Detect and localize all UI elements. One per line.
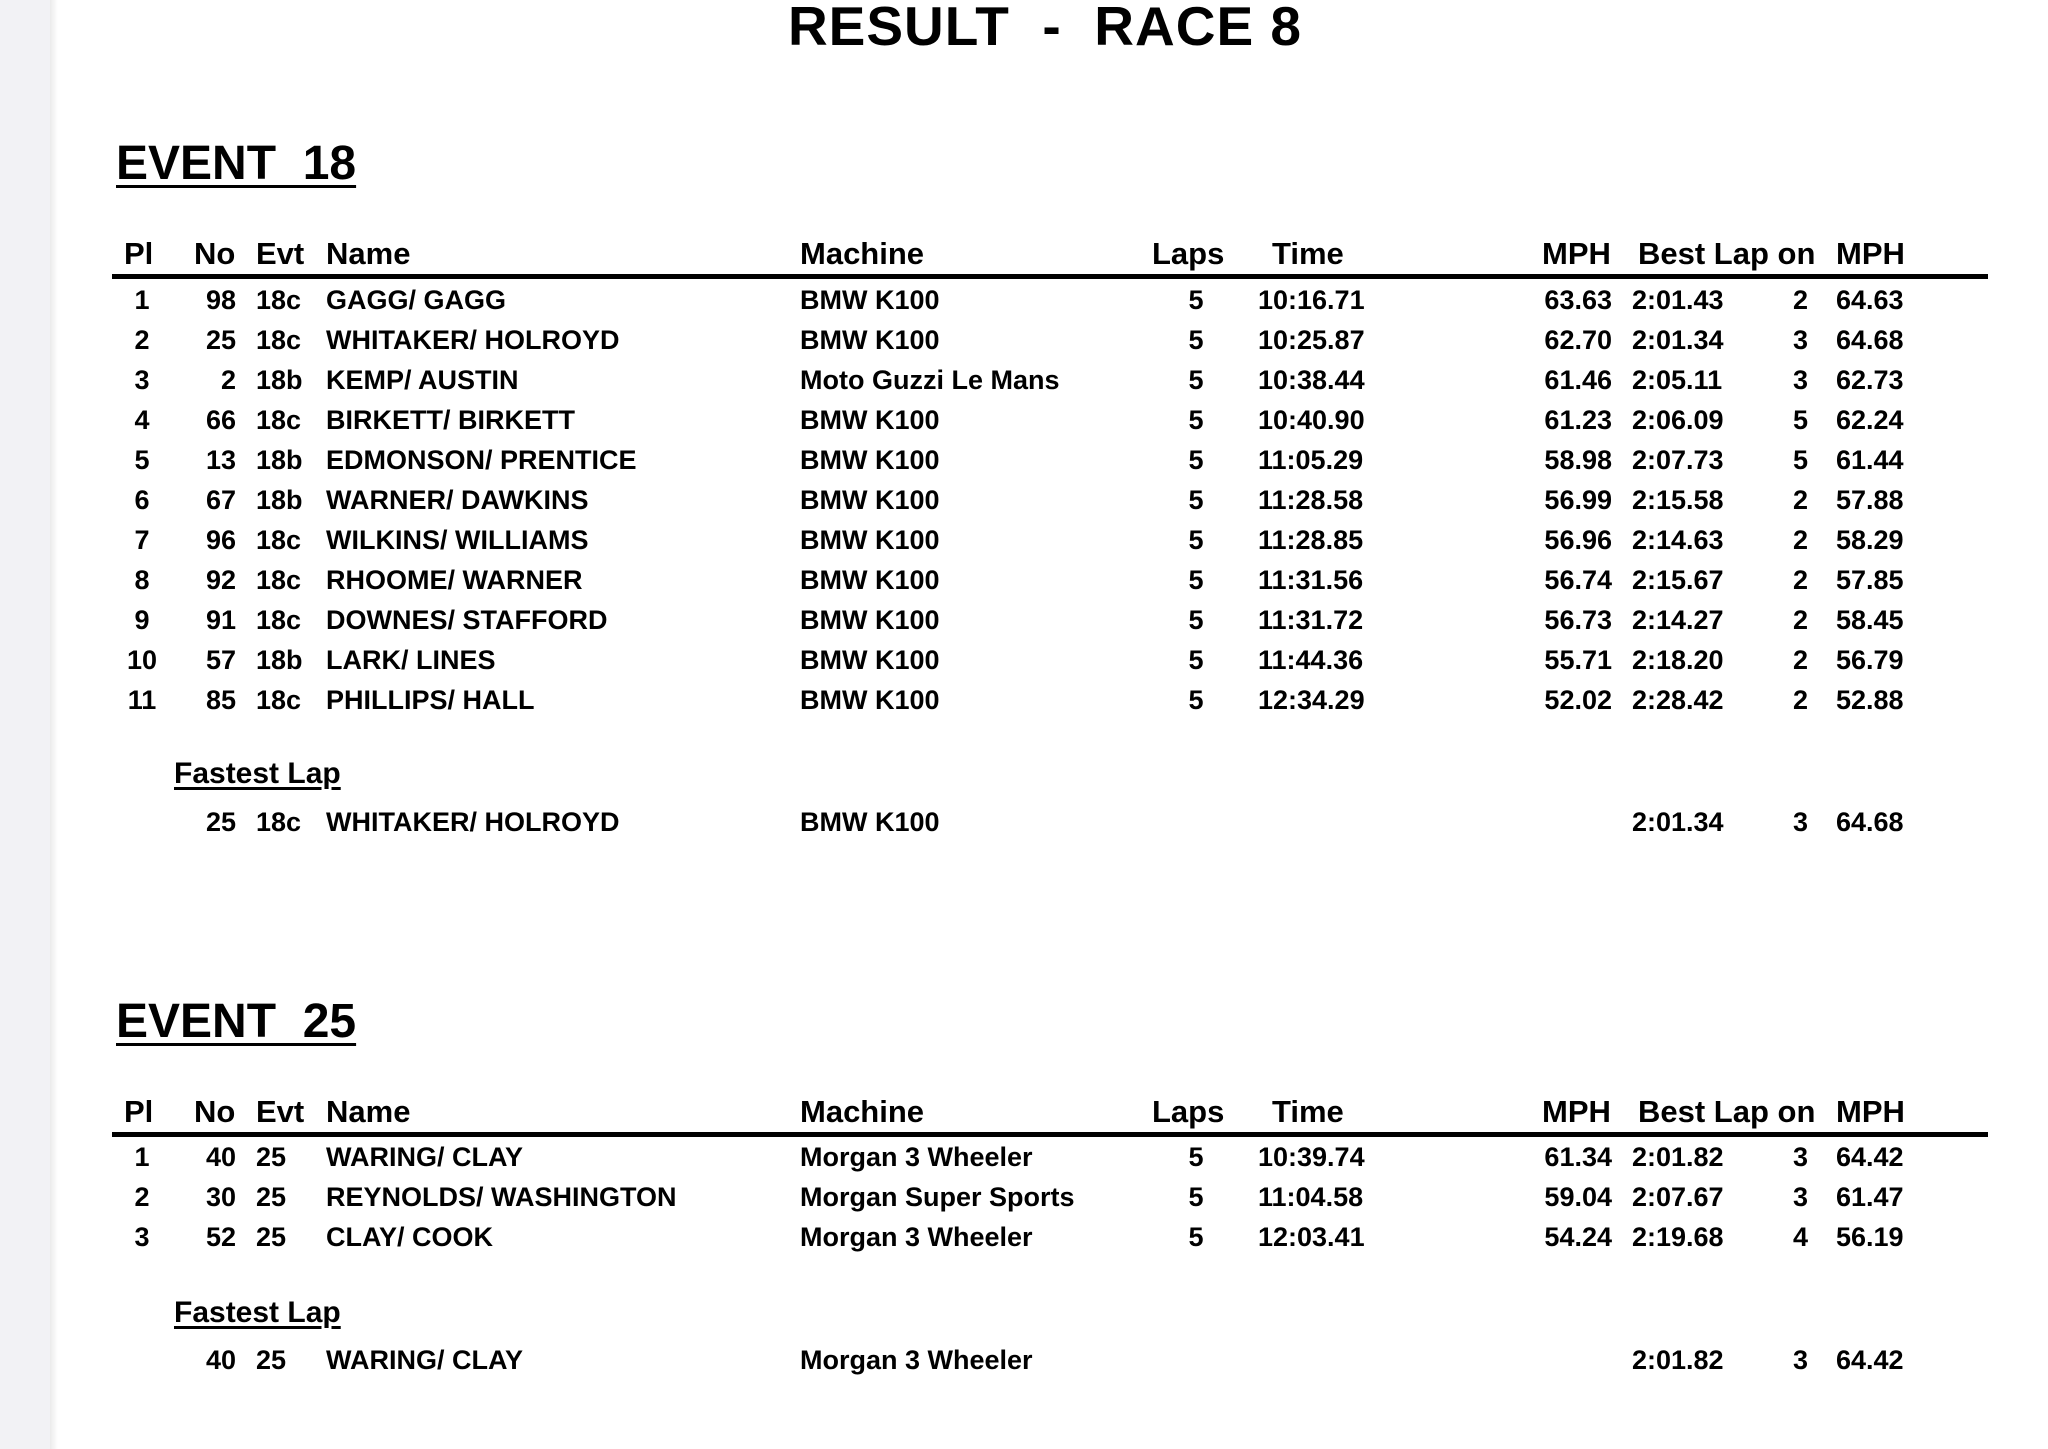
cell-mph: 61.23 [1544, 405, 1612, 435]
cell-mph: 61.46 [1544, 365, 1612, 395]
column-header-time: Time [1272, 236, 1344, 271]
cell-evt: 18c [256, 605, 302, 635]
cell-best-mph: 64.42 [1836, 1345, 1904, 1375]
header-rule [112, 274, 1988, 279]
cell-machine: BMW K100 [800, 565, 940, 595]
cell-no: 30 [205, 1182, 236, 1212]
cell-on: 3 [1792, 1182, 1808, 1212]
cell-on: 4 [1792, 1222, 1808, 1252]
cell-no: 13 [205, 445, 236, 475]
cell-laps: 5 [1188, 365, 1204, 395]
cell-time: 11:28.58 [1258, 485, 1364, 515]
cell-laps: 5 [1188, 685, 1204, 715]
cell-no: 52 [205, 1222, 236, 1252]
cell-pl: 1 [134, 285, 150, 315]
cell-time: 11:31.56 [1258, 565, 1364, 595]
column-header-best-lap-on: Best Lap on [1638, 236, 1816, 271]
cell-time: 11:05.29 [1258, 445, 1364, 475]
cell-time: 11:28.85 [1258, 525, 1364, 555]
cell-name: LARK/ LINES [326, 645, 496, 675]
cell-mph: 58.98 [1544, 445, 1612, 475]
cell-no: 98 [205, 285, 236, 315]
cell-evt: 18c [256, 525, 302, 555]
cell-best-lap: 2:01.82 [1632, 1142, 1724, 1172]
cell-laps: 5 [1188, 645, 1204, 675]
cell-evt: 18c [256, 565, 302, 595]
table-row [0, 400, 2048, 440]
cell-best-lap: 2:01.43 [1632, 285, 1724, 315]
cell-machine: BMW K100 [800, 685, 940, 715]
cell-best-mph: 57.88 [1836, 485, 1904, 515]
cell-on: 3 [1792, 365, 1808, 395]
column-header-no: No [194, 1094, 236, 1129]
column-header-mph: MPH [1542, 1094, 1611, 1129]
cell-pl: 4 [134, 405, 150, 435]
cell-time: 10:39.74 [1258, 1142, 1365, 1172]
cell-name: WILKINS/ WILLIAMS [326, 525, 589, 555]
column-header-evt: Evt [256, 1094, 305, 1129]
cell-best-mph: 61.47 [1836, 1182, 1904, 1212]
cell-name: WHITAKER/ HOLROYD [326, 325, 620, 355]
cell-best-mph: 61.44 [1836, 445, 1904, 475]
column-header-best-mph: MPH [1836, 236, 1905, 271]
cell-best-mph: 62.24 [1836, 405, 1904, 435]
cell-evt: 25 [256, 1182, 287, 1212]
cell-no: 96 [205, 525, 236, 555]
cell-no: 67 [205, 485, 236, 515]
cell-pl: 2 [134, 1182, 150, 1212]
table-row [0, 280, 2048, 320]
table-row [0, 440, 2048, 480]
event-title: EVENT 18 [116, 137, 357, 190]
cell-name: WARING/ CLAY [326, 1345, 524, 1375]
cell-evt: 18c [256, 325, 302, 355]
cell-best-mph: 64.68 [1836, 807, 1904, 837]
column-header-machine: Machine [800, 1094, 925, 1129]
column-header-no: No [194, 236, 236, 271]
cell-best-lap: 2:18.20 [1632, 645, 1724, 675]
cell-time: 10:16.71 [1258, 285, 1365, 315]
cell-best-lap: 2:15.58 [1632, 485, 1724, 515]
column-header-machine: Machine [800, 236, 925, 271]
cell-evt: 18c [256, 285, 302, 315]
cell-laps: 5 [1188, 485, 1204, 515]
cell-mph: 54.24 [1544, 1222, 1612, 1252]
cell-pl: 3 [134, 1222, 150, 1252]
cell-mph: 59.04 [1544, 1182, 1612, 1212]
cell-on: 2 [1792, 525, 1808, 555]
fastest-lap-title: Fastest Lap [174, 757, 341, 790]
cell-no: 25 [205, 807, 236, 837]
column-header-name: Name [326, 236, 411, 271]
cell-mph: 56.73 [1544, 605, 1612, 635]
cell-best-lap: 2:14.63 [1632, 525, 1724, 555]
cell-best-lap: 2:19.68 [1632, 1222, 1724, 1252]
cell-machine: Morgan 3 Wheeler [800, 1142, 1033, 1172]
page-title: RESULT - RACE 8 [787, 0, 1303, 57]
cell-best-mph: 56.79 [1836, 645, 1904, 675]
cell-time: 12:03.41 [1258, 1222, 1365, 1252]
cell-no: 85 [205, 685, 236, 715]
cell-pl: 5 [134, 445, 150, 475]
cell-machine: BMW K100 [800, 285, 940, 315]
cell-pl: 3 [134, 365, 150, 395]
cell-evt: 18b [256, 365, 303, 395]
cell-on: 2 [1792, 485, 1808, 515]
cell-name: GAGG/ GAGG [326, 285, 507, 315]
cell-no: 25 [205, 325, 236, 355]
cell-no: 91 [205, 605, 236, 635]
cell-name: BIRKETT/ BIRKETT [326, 405, 575, 435]
cell-no: 66 [205, 405, 236, 435]
cell-pl: 11 [127, 685, 157, 715]
cell-on: 2 [1792, 685, 1808, 715]
cell-machine: BMW K100 [800, 605, 940, 635]
cell-laps: 5 [1188, 565, 1204, 595]
cell-on: 3 [1792, 325, 1808, 355]
cell-mph: 56.96 [1544, 525, 1612, 555]
cell-mph: 61.34 [1544, 1142, 1612, 1172]
cell-on: 5 [1792, 405, 1808, 435]
table-row [0, 560, 2048, 600]
column-header-pl: Pl [124, 1094, 154, 1129]
cell-best-mph: 58.45 [1836, 605, 1904, 635]
cell-machine: BMW K100 [800, 405, 940, 435]
cell-laps: 5 [1188, 525, 1204, 555]
cell-on: 3 [1792, 807, 1808, 837]
table-row [0, 360, 2048, 400]
cell-time: 10:38.44 [1258, 365, 1365, 395]
cell-name: PHILLIPS/ HALL [326, 685, 535, 715]
cell-name: WARING/ CLAY [326, 1142, 524, 1172]
cell-machine: BMW K100 [800, 485, 940, 515]
column-header-evt: Evt [256, 236, 305, 271]
fastest-lap-row [0, 1340, 2048, 1380]
cell-laps: 5 [1188, 605, 1204, 635]
cell-mph: 62.70 [1544, 325, 1612, 355]
cell-machine: BMW K100 [800, 525, 940, 555]
cell-laps: 5 [1188, 1182, 1204, 1212]
cell-pl: 1 [134, 1142, 150, 1172]
column-header-time: Time [1272, 1094, 1344, 1129]
cell-pl: 2 [134, 325, 150, 355]
cell-evt: 18b [256, 485, 303, 515]
cell-no: 40 [205, 1345, 236, 1375]
cell-name: WHITAKER/ HOLROYD [326, 807, 620, 837]
cell-name: DOWNES/ STAFFORD [326, 605, 608, 635]
cell-time: 10:40.90 [1258, 405, 1365, 435]
cell-machine: Moto Guzzi Le Mans [800, 365, 1060, 395]
cell-best-mph: 57.85 [1836, 565, 1904, 595]
cell-best-lap: 2:06.09 [1632, 405, 1724, 435]
cell-best-lap: 2:01.82 [1632, 1345, 1724, 1375]
table-row [0, 520, 2048, 560]
cell-evt: 18b [256, 445, 303, 475]
cell-best-mph: 62.73 [1836, 365, 1904, 395]
cell-laps: 5 [1188, 325, 1204, 355]
cell-machine: Morgan 3 Wheeler [800, 1222, 1033, 1252]
cell-evt: 18c [256, 405, 302, 435]
cell-on: 2 [1792, 565, 1808, 595]
cell-name: WARNER/ DAWKINS [326, 485, 589, 515]
cell-best-mph: 64.63 [1836, 285, 1904, 315]
cell-best-mph: 64.68 [1836, 325, 1904, 355]
cell-evt: 25 [256, 1222, 287, 1252]
cell-evt: 25 [256, 1345, 287, 1375]
cell-machine: Morgan Super Sports [800, 1182, 1075, 1212]
cell-laps: 5 [1188, 1222, 1204, 1252]
cell-pl: 10 [126, 645, 158, 675]
cell-pl: 9 [134, 605, 150, 635]
cell-on: 3 [1792, 1142, 1808, 1172]
cell-best-lap: 2:07.67 [1632, 1182, 1724, 1212]
column-header-name: Name [326, 1094, 411, 1129]
table-row [0, 480, 2048, 520]
cell-time: 11:04.58 [1258, 1182, 1364, 1212]
cell-time: 10:25.87 [1258, 325, 1365, 355]
cell-best-lap: 2:01.34 [1632, 807, 1724, 837]
cell-laps: 5 [1188, 285, 1204, 315]
column-header-laps: Laps [1152, 1094, 1225, 1129]
cell-on: 3 [1792, 1345, 1808, 1375]
cell-on: 2 [1792, 605, 1808, 635]
cell-name: KEMP/ AUSTIN [326, 365, 519, 395]
cell-best-lap: 2:07.73 [1632, 445, 1724, 475]
cell-laps: 5 [1188, 405, 1204, 435]
column-header-mph: MPH [1542, 236, 1611, 271]
cell-name: REYNOLDS/ WASHINGTON [326, 1182, 677, 1212]
cell-laps: 5 [1188, 1142, 1204, 1172]
table-row [0, 640, 2048, 680]
cell-best-mph: 56.19 [1836, 1222, 1904, 1252]
cell-on: 2 [1792, 645, 1808, 675]
cell-name: CLAY/ COOK [326, 1222, 494, 1252]
cell-evt: 18c [256, 807, 302, 837]
cell-on: 5 [1792, 445, 1808, 475]
fastest-lap-title: Fastest Lap [174, 1296, 341, 1329]
cell-time: 11:44.36 [1258, 645, 1364, 675]
table-row [0, 1137, 2048, 1177]
cell-machine: BMW K100 [800, 807, 940, 837]
cell-machine: BMW K100 [800, 645, 940, 675]
cell-pl: 8 [134, 565, 150, 595]
cell-best-lap: 2:14.27 [1632, 605, 1724, 635]
fastest-lap-row [0, 802, 2048, 842]
cell-evt: 18b [256, 645, 303, 675]
cell-machine: BMW K100 [800, 325, 940, 355]
cell-best-mph: 58.29 [1836, 525, 1904, 555]
event-title: EVENT 25 [116, 995, 357, 1048]
column-header-laps: Laps [1152, 236, 1225, 271]
cell-machine: BMW K100 [800, 445, 940, 475]
cell-no: 2 [220, 365, 236, 395]
cell-time: 11:31.72 [1258, 605, 1364, 635]
cell-evt: 25 [256, 1142, 287, 1172]
column-header-best-lap-on: Best Lap on [1638, 1094, 1816, 1129]
cell-machine: Morgan 3 Wheeler [800, 1345, 1033, 1375]
cell-on: 2 [1792, 285, 1808, 315]
cell-best-mph: 52.88 [1836, 685, 1904, 715]
cell-laps: 5 [1188, 445, 1204, 475]
cell-best-lap: 2:28.42 [1632, 685, 1724, 715]
cell-mph: 52.02 [1544, 685, 1612, 715]
cell-best-mph: 64.42 [1836, 1142, 1904, 1172]
cell-pl: 6 [134, 485, 150, 515]
cell-mph: 56.99 [1544, 485, 1612, 515]
table-row [0, 1177, 2048, 1217]
cell-mph: 56.74 [1544, 565, 1612, 595]
cell-name: RHOOME/ WARNER [326, 565, 583, 595]
cell-time: 12:34.29 [1258, 685, 1365, 715]
cell-best-lap: 2:05.11 [1632, 365, 1723, 395]
column-header-pl: Pl [124, 236, 154, 271]
table-row [0, 680, 2048, 720]
cell-mph: 63.63 [1544, 285, 1612, 315]
cell-no: 40 [205, 1142, 236, 1172]
cell-best-lap: 2:01.34 [1632, 325, 1724, 355]
cell-mph: 55.71 [1544, 645, 1612, 675]
cell-no: 57 [205, 645, 236, 675]
cell-evt: 18c [256, 685, 302, 715]
table-row [0, 1217, 2048, 1257]
table-row [0, 320, 2048, 360]
cell-pl: 7 [134, 525, 150, 555]
cell-best-lap: 2:15.67 [1632, 565, 1724, 595]
table-row [0, 600, 2048, 640]
column-header-best-mph: MPH [1836, 1094, 1905, 1129]
cell-name: EDMONSON/ PRENTICE [326, 445, 637, 475]
cell-no: 92 [205, 565, 236, 595]
